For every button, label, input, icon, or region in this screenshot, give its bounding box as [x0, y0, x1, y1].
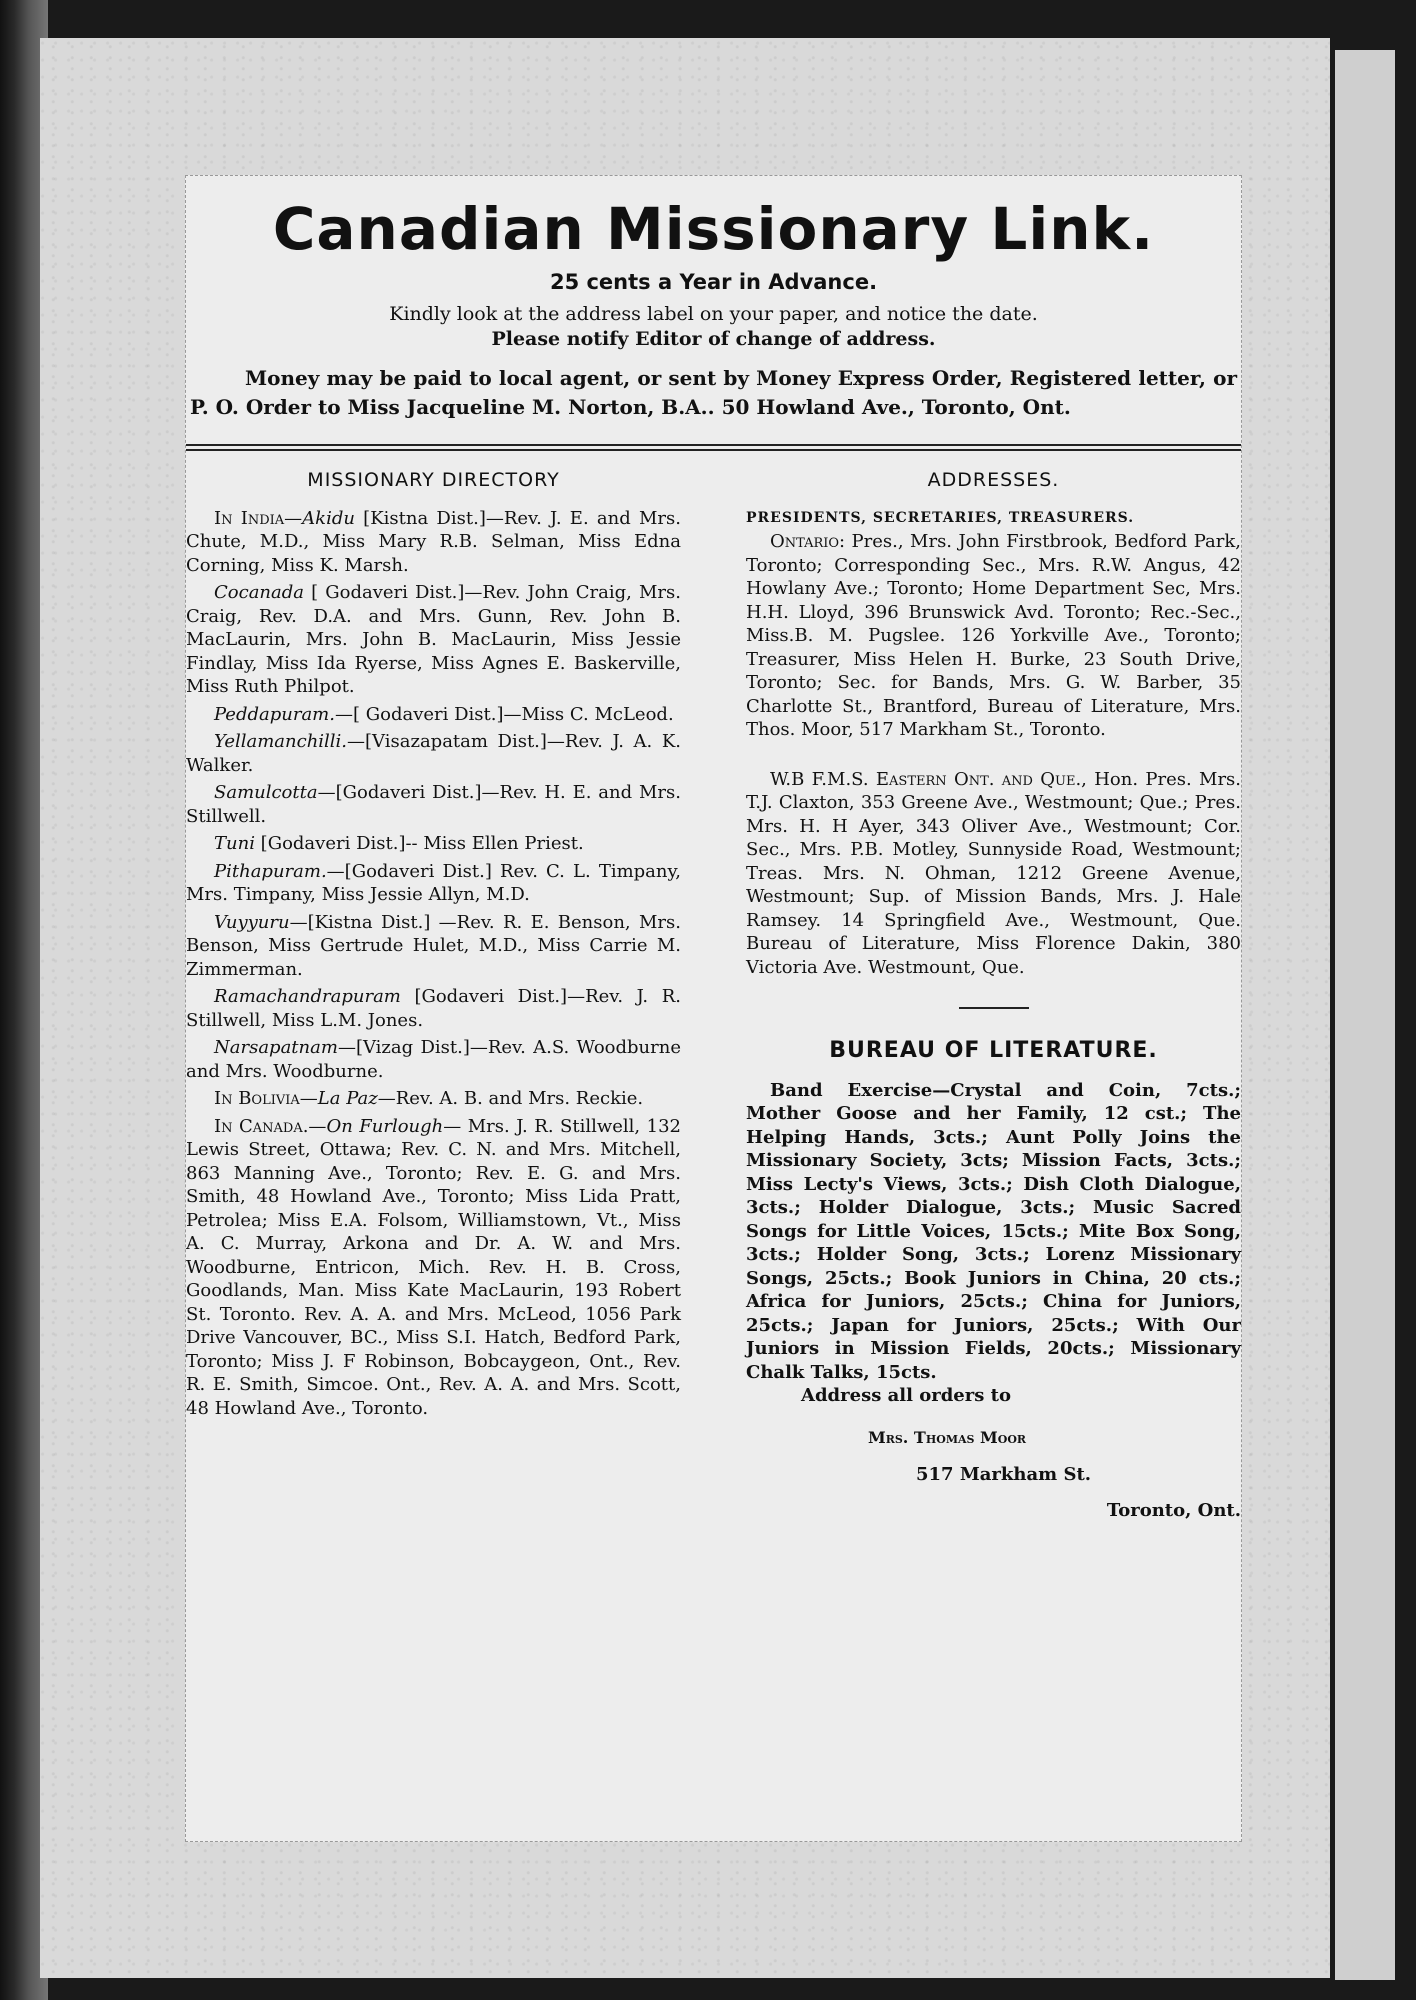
- entry-station: Vuyyuru: [214, 911, 290, 933]
- bureau-heading: BUREAU OF LITERATURE.: [829, 1038, 1158, 1063]
- entry-missionaries: —[Godaveri Dist.] Rev. C. L. Timpany, Mrs. Timpany, Miss Jessie Allyn, M.D.: [186, 860, 681, 905]
- entry-region: In Bolivia—: [214, 1088, 318, 1109]
- publication-title: Canadian Missionary Link.: [272, 195, 1155, 263]
- directory-entry: [186, 1036, 681, 1083]
- ontario-officers: [746, 530, 1241, 742]
- bureau-price-list: Band Exercise—Crystal and Coin, 7cts.; Mother Goose and her Family, 12 cst.; The Helping Hands, 3cts.; Aunt Polly Joins the Missionary Society, 3cts; Mission Facts, 3cts.; Miss Lecty's Views, 3cts.; Dish Cloth Dialogue, 3cts.; Holder Dialogue, 3cts.; Music Sacred Songs for Little Voices, 15cts.; Mite Box Song, 3cts.; Holder Song, 3cts.; Lorenz Missionary Songs, 25cts.; Book Juniors in China, 20 cts.; Africa for Juniors, 25cts.; China for Juniors, 25cts.; Japan for Juniors, 25cts.; With Our Juniors in Mission Fields, 20cts.; Missionary Chalk Talks, 15cts.: [746, 1079, 1241, 1383]
- orders-contact-name: Mrs. Thomas Moor: [868, 1427, 1027, 1447]
- entry-missionaries: — Mrs. J. R. Stillwell, 132 Lewis Street, Ottawa; Rev. C. N. and Mrs. Mitchell, 863 Manning Ave., Toronto; Rev. E. G. and Mrs. Smith, 48 Howland Ave., Toronto; Miss Lida Pratt, Petrolea; Miss E.A. Folsom, Williamstown, Vt., Miss A. C. Murray, Arkona and Dr. A. W. and Mrs. Woodburne, Entricon, Mich. Rev. H. B. Cross, Goodlands, Man. Miss Kate MacLaurin, 193 Robert St. Toronto. Rev. A. A. and Mrs. McLeod, 1056 Park Drive Vancouver, BC., Miss S.I. Hatch, Bedford Park, Toronto; Miss J. F Robinson, Bobcaygeon, Ont., Rev. R. E. Smith, Simcoe. Ont., Rev. A. A. and Mrs. Scott, 48 Howland Ave., Toronto.: [186, 1115, 681, 1419]
- directory-entry: [186, 1115, 681, 1421]
- entry-missionaries: —[Visazapatam Dist.]—Rev. J. A. K. Walker.: [186, 731, 681, 776]
- directory-entry: [186, 985, 681, 1032]
- entry-station: Tuni: [214, 833, 255, 854]
- directory-entry: [186, 911, 681, 982]
- entry-missionaries: —[ Godaveri Dist.]—Miss C. McLeod.: [334, 703, 674, 725]
- entry-missionaries: —Rev. A. B. and Mrs. Reckie.: [377, 1088, 644, 1109]
- entry-region: In Canada.—: [214, 1115, 327, 1137]
- directory-entry: [186, 832, 681, 856]
- directory-entry: [186, 581, 681, 699]
- ontario-label: Ontario:: [770, 531, 846, 552]
- two-column-body: [186, 469, 1241, 1522]
- entry-station: Narsapatnam: [214, 1037, 338, 1058]
- masthead: [186, 196, 1241, 352]
- entry-missionaries: —[Kistna Dist.] —Rev. R. E. Benson, Mrs. Benson, Miss Gertrude Hulet, M.D., Miss Carrie M. Zimmerman.: [186, 911, 681, 980]
- eastern-officers-text: Hon. Pres. Mrs. T.J. Claxton, 353 Greene Ave., Westmount; Que.; Pres. Mrs. H. H Ayer, 343 Oliver Ave., Westmount; Cor. Sec., Mrs. P.B. Motley, Sunnyside Road, Westmount; Treas. Mrs. N. Ohman, 1212 Greene Avenue, Westmount; Sup. of Mission Bands, Mrs. J. Hale Ramsey. 14 Springfield Ave., Westmount, Que. Bureau of Literature, Miss Florence Dakin, 380 Victoria Ave. Westmount, Que.: [746, 768, 1242, 978]
- addresses-heading: ADDRESSES.: [927, 469, 1060, 491]
- entry-station: Samulcotta: [214, 782, 318, 803]
- officers-subheading: PRESIDENTS, SECRETARIES, TREASURERS.: [746, 509, 1135, 526]
- orders-instruction: Address all orders to: [801, 1385, 1011, 1406]
- entry-station: Ramachandrapuram: [214, 986, 401, 1007]
- eastern-label: W.B F.M.S. Eastern Ont. and Que.,: [770, 768, 1087, 790]
- adjacent-page-strip: [1335, 50, 1395, 1980]
- addresses-column: [746, 469, 1241, 1522]
- entry-station: On Furlough: [326, 1115, 444, 1137]
- entry-region: In India—: [214, 507, 303, 529]
- section-divider: [959, 1007, 1029, 1009]
- ontario-officers-text: Pres., Mrs. John Firstbrook, Bedford Park, Toronto; Corresponding Sec., Mrs. R.W. Angus, 42 Howlany Ave.; Toronto; Home Department Sec, Mrs. H.H. Lloyd, 396 Brunswick Avd. Toronto; Rec.-Sec., Miss.B. M. Pugslee. 126 Yorkville Ave., Toronto; Treasurer, Miss Helen H. Burke, 23 South Drive, Toronto; Sec. for Bands, Mrs. G. W. Barber, 35 Charlotte St., Brantford, Bureau of Literature, Mrs. Thos. Moor, 517 Markham St., Toronto.: [746, 531, 1241, 740]
- entry-station: Akidu: [302, 507, 355, 529]
- entry-missionaries: [Godaveri Dist.]-- Miss Ellen Priest.: [254, 833, 584, 854]
- entry-station: Yellamanchilli.: [214, 731, 348, 752]
- entry-station: Pithapuram.: [214, 860, 327, 882]
- directory-entry: [186, 730, 681, 777]
- directory-heading: MISSIONARY DIRECTORY: [307, 469, 560, 491]
- entry-missionaries: [Kistna Dist.]—Rev. J. E. and Mrs. Chute, M.D., Miss Mary R.B. Selman, Miss Edna Corning, Miss K. Marsh.: [186, 507, 681, 576]
- directory-entry: [186, 703, 681, 727]
- header-double-rule: [186, 444, 1241, 451]
- entry-station: La Paz: [317, 1088, 378, 1109]
- entry-station: Cocanada: [214, 582, 304, 603]
- entry-missionaries: [Godaveri Dist.]—Rev. J. R. Stillwell, Miss L.M. Jones.: [186, 986, 681, 1031]
- missionary-directory-column: [186, 469, 681, 1522]
- entry-station: Peddapuram.: [214, 703, 335, 725]
- address-label-notice: Kindly look at the address label on your paper, and notice the date.: [389, 303, 1038, 325]
- entry-missionaries: —[Vizag Dist.]—Rev. A.S. Woodburne and Mrs. Woodburne.: [186, 1037, 681, 1082]
- orders-contact-street: 517 Markham St.: [916, 1464, 1092, 1485]
- directory-entries: [186, 507, 681, 1421]
- directory-entry: [186, 507, 681, 578]
- printed-page: [185, 175, 1242, 1842]
- orders-contact-city: Toronto, Ont.: [1106, 1499, 1241, 1521]
- entry-missionaries: [ Godaveri Dist.]—Rev. John Craig, Mrs. Craig, Rev. D.A. and Mrs. Gunn, Rev. John B. MacLaurin, Mrs. John B. MacLaurin, Miss Jessie Findlay, Miss Ida Ryerse, Miss Agnes E. Baskerville, Miss Ruth Philpot.: [186, 582, 681, 697]
- entry-missionaries: —[Godaveri Dist.]—Rev. H. E. and Mrs. Stillwell.: [186, 782, 681, 827]
- change-of-address-notice: Please notify Editor of change of address.: [491, 328, 936, 350]
- directory-entry: [186, 781, 681, 828]
- directory-entry: [186, 860, 681, 907]
- subscription-price: 25 cents a Year in Advance.: [549, 270, 878, 294]
- payment-instructions: Money may be paid to local agent, or sent by Money Express Order, Registered letter, or P. O. Order to Miss Jacqueline M. Norton, B.A.. 50 Howland Ave., Toronto, Ont.: [190, 366, 1237, 419]
- directory-entry: [186, 1087, 681, 1111]
- eastern-officers: [746, 768, 1241, 980]
